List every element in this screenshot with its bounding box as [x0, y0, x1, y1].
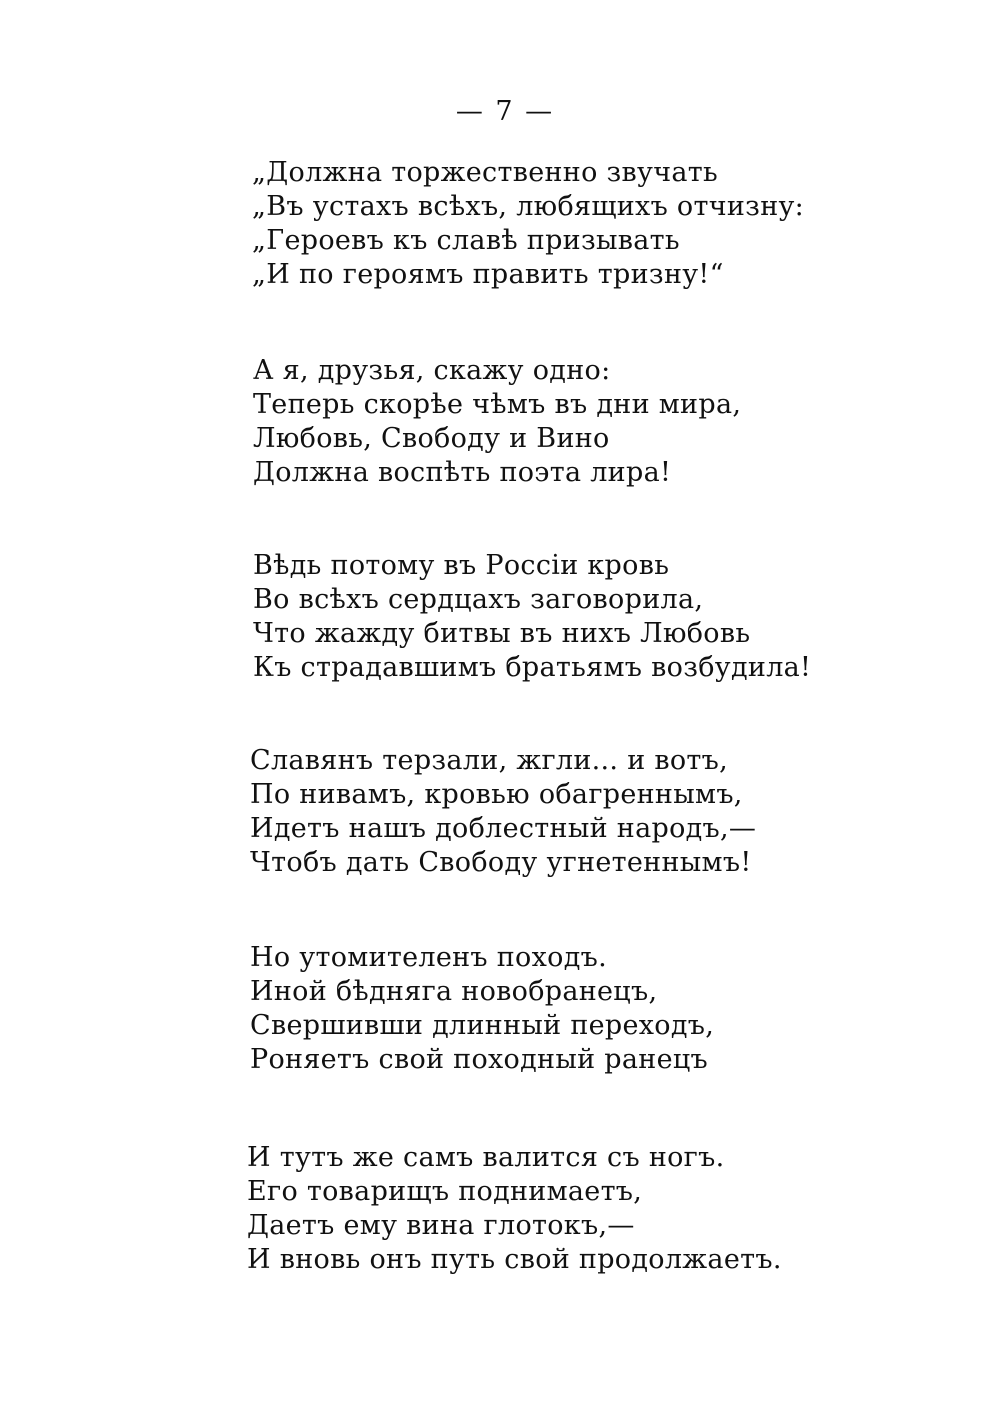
verse-line: И тутъ же самъ валится съ ногъ. [247, 1142, 725, 1173]
stanza [250, 744, 756, 880]
verse-line: „Героевъ къ славѣ призывать [252, 225, 680, 256]
verse-line: Иной бѣдняга новобранецъ, [250, 976, 658, 1007]
stanza [252, 156, 804, 292]
verse-line: Чтобъ дать Свободу угнетеннымъ! [250, 847, 752, 878]
verse-line: Даетъ ему вина глотокъ,— [247, 1210, 635, 1241]
stanza [253, 549, 811, 685]
verse-line: Идетъ нашъ доблестный народъ,— [250, 813, 757, 844]
stanza [250, 941, 714, 1077]
verse-line: Любовь, Свободу и Вино [253, 423, 610, 454]
verse-line: И вновь онъ путь свой продолжаетъ. [247, 1244, 782, 1275]
verse-line: По нивамъ, кровью обагреннымъ, [250, 779, 743, 810]
verse-line: Теперь скорѣе чѣмъ въ дни мира, [253, 389, 742, 420]
verse-line: „Должна торжественно звучать [252, 157, 719, 188]
verse-line: Роняетъ свой походный ранецъ [250, 1044, 708, 1075]
verse-line: Должна воспѣть поэта лира! [253, 457, 672, 488]
verse-line: „И по героямъ править тризну!“ [252, 259, 724, 290]
stanza [247, 1141, 782, 1277]
verse-line: Но утомителенъ походъ. [250, 942, 607, 973]
page-number: — 7 — [455, 96, 555, 127]
verse-line: „Въ устахъ всѣхъ, любящихъ отчизну: [252, 191, 805, 222]
verse-line: Свершивши длинный переходъ, [250, 1010, 715, 1041]
verse-line: Его товарищъ поднимаетъ, [247, 1176, 643, 1207]
stanza [253, 354, 741, 490]
verse-line: Во всѣхъ сердцахъ заговорила, [253, 584, 704, 615]
verse-line: Славянъ терзали, жгли... и вотъ, [250, 745, 729, 776]
verse-line: Къ страдавшимъ братьямъ возбудила! [253, 652, 812, 683]
verse-line: Вѣдь потому въ Россіи кровь [253, 550, 670, 581]
verse-line: А я, друзья, скажу одно: [253, 355, 611, 386]
verse-line: Что жажду битвы въ нихъ Любовь [253, 618, 751, 649]
